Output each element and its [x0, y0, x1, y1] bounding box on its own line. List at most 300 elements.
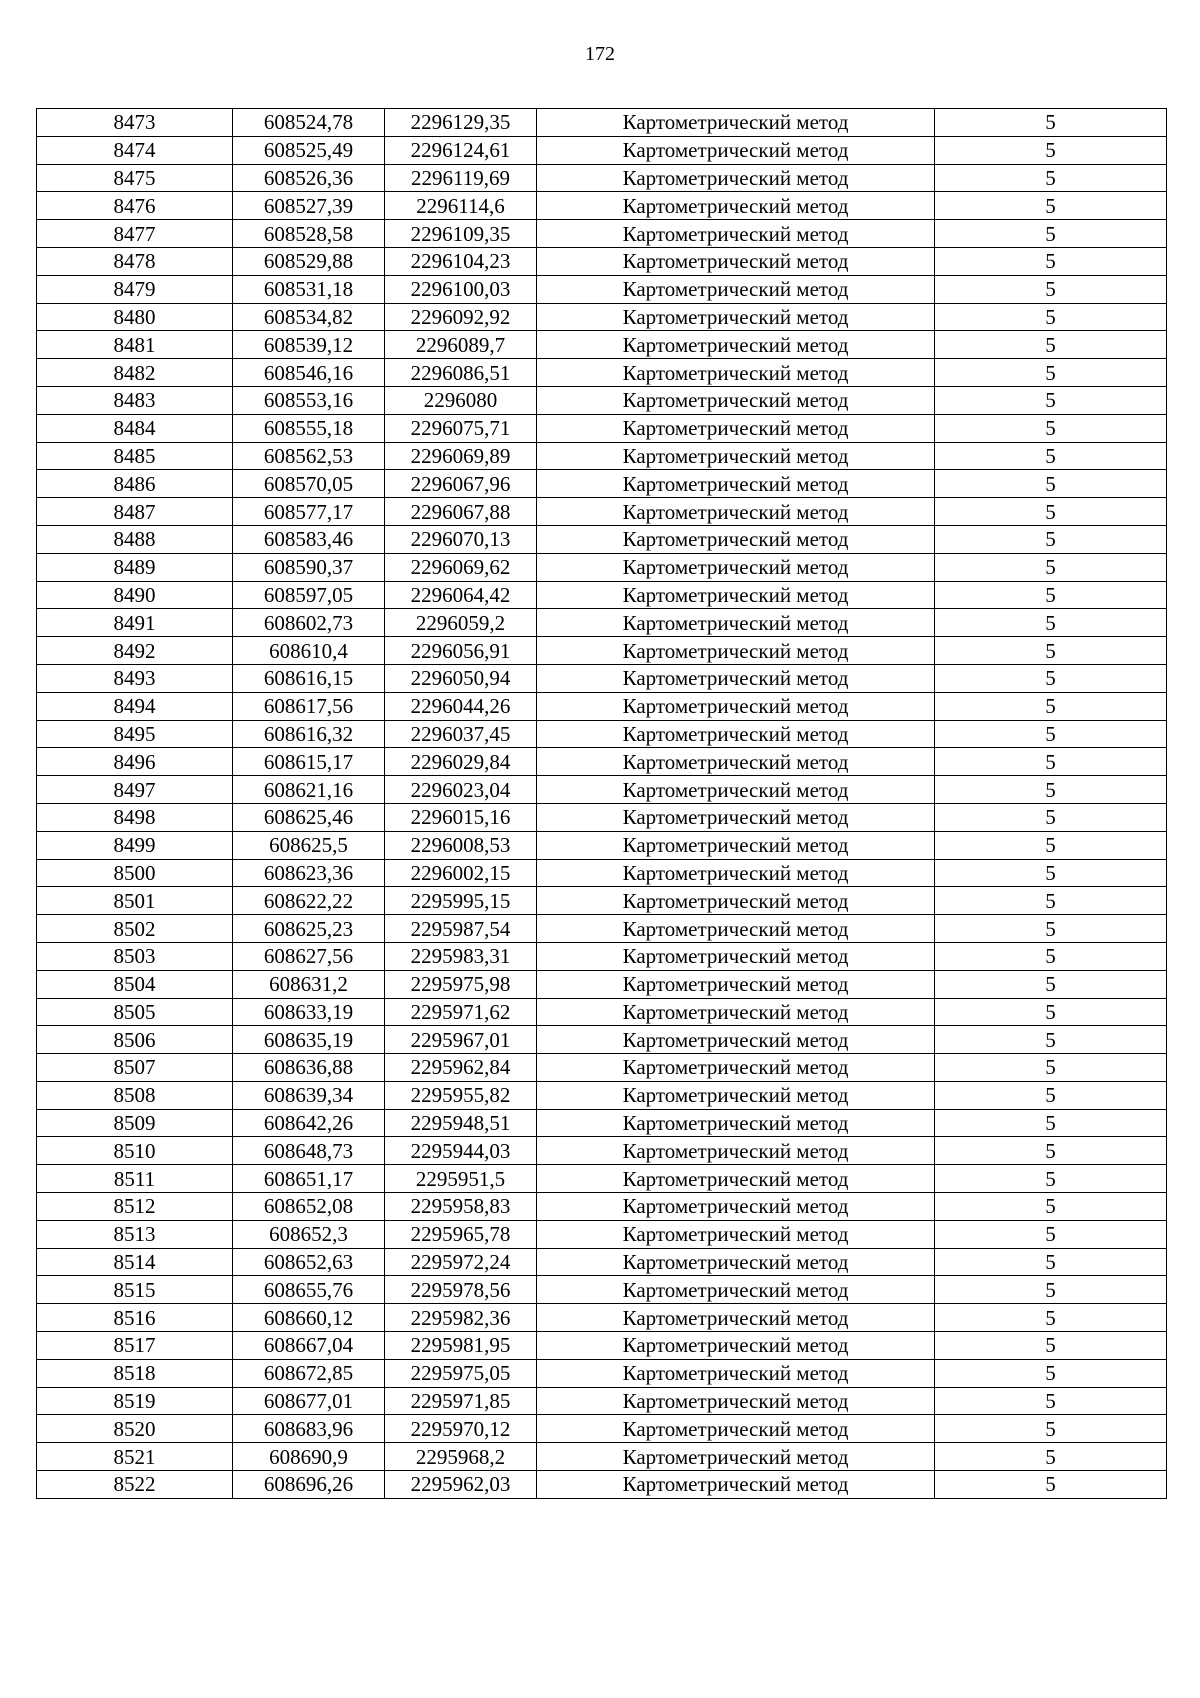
method-cell: Картометрический метод	[537, 1332, 935, 1360]
method-cell: Картометрический метод	[537, 442, 935, 470]
x-coordinate-cell: 608546,16	[233, 359, 385, 387]
x-coordinate-cell: 608652,63	[233, 1248, 385, 1276]
x-coordinate-cell: 608524,78	[233, 109, 385, 137]
x-coordinate-cell: 608652,3	[233, 1220, 385, 1248]
table-row	[37, 470, 1167, 498]
method-cell: Картометрический метод	[537, 247, 935, 275]
x-coordinate-cell: 608617,56	[233, 692, 385, 720]
y-coordinate-cell: 2296089,7	[385, 331, 537, 359]
point-number-cell: 8498	[37, 803, 233, 831]
method-cell: Картометрический метод	[537, 109, 935, 137]
table-row	[37, 192, 1167, 220]
table-row	[37, 109, 1167, 137]
x-coordinate-cell: 608529,88	[233, 247, 385, 275]
method-cell: Картометрический метод	[537, 720, 935, 748]
method-cell: Картометрический метод	[537, 1471, 935, 1499]
y-coordinate-cell: 2295944,03	[385, 1137, 537, 1165]
method-cell: Картометрический метод	[537, 1220, 935, 1248]
accuracy-cell: 5	[935, 970, 1167, 998]
x-coordinate-cell: 608577,17	[233, 498, 385, 526]
point-number-cell: 8488	[37, 525, 233, 553]
x-coordinate-cell: 608651,17	[233, 1165, 385, 1193]
y-coordinate-cell: 2296050,94	[385, 664, 537, 692]
table-row	[37, 1220, 1167, 1248]
point-number-cell: 8494	[37, 692, 233, 720]
point-number-cell: 8491	[37, 609, 233, 637]
accuracy-cell: 5	[935, 637, 1167, 665]
x-coordinate-cell: 608616,15	[233, 664, 385, 692]
point-number-cell: 8516	[37, 1304, 233, 1332]
point-number-cell: 8501	[37, 887, 233, 915]
method-cell: Картометрический метод	[537, 748, 935, 776]
method-cell: Картометрический метод	[537, 942, 935, 970]
y-coordinate-cell: 2295970,12	[385, 1415, 537, 1443]
table-row	[37, 1026, 1167, 1054]
accuracy-cell: 5	[935, 303, 1167, 331]
method-cell: Картометрический метод	[537, 136, 935, 164]
point-number-cell: 8503	[37, 942, 233, 970]
table-row	[37, 664, 1167, 692]
accuracy-cell: 5	[935, 1443, 1167, 1471]
x-coordinate-cell: 608528,58	[233, 220, 385, 248]
y-coordinate-cell: 2296129,35	[385, 109, 537, 137]
accuracy-cell: 5	[935, 859, 1167, 887]
y-coordinate-cell: 2295962,84	[385, 1054, 537, 1082]
x-coordinate-cell: 608621,16	[233, 776, 385, 804]
y-coordinate-cell: 2295965,78	[385, 1220, 537, 1248]
accuracy-cell: 5	[935, 386, 1167, 414]
y-coordinate-cell: 2295975,98	[385, 970, 537, 998]
method-cell: Картометрический метод	[537, 609, 935, 637]
x-coordinate-cell: 608562,53	[233, 442, 385, 470]
point-number-cell: 8486	[37, 470, 233, 498]
table-row	[37, 1276, 1167, 1304]
x-coordinate-cell: 608648,73	[233, 1137, 385, 1165]
method-cell: Картометрический метод	[537, 1443, 935, 1471]
y-coordinate-cell: 2296092,92	[385, 303, 537, 331]
y-coordinate-cell: 2296086,51	[385, 359, 537, 387]
x-coordinate-cell: 608616,32	[233, 720, 385, 748]
point-number-cell: 8499	[37, 831, 233, 859]
accuracy-cell: 5	[935, 275, 1167, 303]
x-coordinate-cell: 608623,36	[233, 859, 385, 887]
accuracy-cell: 5	[935, 776, 1167, 804]
x-coordinate-cell: 608615,17	[233, 748, 385, 776]
table-row	[37, 386, 1167, 414]
point-number-cell: 8518	[37, 1359, 233, 1387]
point-number-cell: 8512	[37, 1193, 233, 1221]
x-coordinate-cell: 608625,46	[233, 803, 385, 831]
table-row	[37, 1387, 1167, 1415]
point-number-cell: 8502	[37, 915, 233, 943]
x-coordinate-cell: 608642,26	[233, 1109, 385, 1137]
method-cell: Картометрический метод	[537, 414, 935, 442]
x-coordinate-cell: 608627,56	[233, 942, 385, 970]
y-coordinate-cell: 2295955,82	[385, 1081, 537, 1109]
accuracy-cell: 5	[935, 692, 1167, 720]
table-row	[37, 1193, 1167, 1221]
accuracy-cell: 5	[935, 915, 1167, 943]
y-coordinate-cell: 2296023,04	[385, 776, 537, 804]
method-cell: Картометрический метод	[537, 581, 935, 609]
method-cell: Картометрический метод	[537, 1304, 935, 1332]
table-row	[37, 525, 1167, 553]
method-cell: Картометрический метод	[537, 803, 935, 831]
y-coordinate-cell: 2296124,61	[385, 136, 537, 164]
method-cell: Картометрический метод	[537, 525, 935, 553]
accuracy-cell: 5	[935, 136, 1167, 164]
table-row	[37, 331, 1167, 359]
point-number-cell: 8519	[37, 1387, 233, 1415]
table-row	[37, 748, 1167, 776]
table-row	[37, 498, 1167, 526]
table-row	[37, 220, 1167, 248]
y-coordinate-cell: 2296104,23	[385, 247, 537, 275]
x-coordinate-cell: 608622,22	[233, 887, 385, 915]
table-row	[37, 776, 1167, 804]
point-number-cell: 8487	[37, 498, 233, 526]
point-number-cell: 8509	[37, 1109, 233, 1137]
point-number-cell: 8489	[37, 553, 233, 581]
x-coordinate-cell: 608610,4	[233, 637, 385, 665]
accuracy-cell: 5	[935, 1054, 1167, 1082]
x-coordinate-cell: 608635,19	[233, 1026, 385, 1054]
table-row	[37, 1081, 1167, 1109]
point-number-cell: 8490	[37, 581, 233, 609]
y-coordinate-cell: 2296029,84	[385, 748, 537, 776]
method-cell: Картометрический метод	[537, 1359, 935, 1387]
x-coordinate-cell: 608625,5	[233, 831, 385, 859]
accuracy-cell: 5	[935, 664, 1167, 692]
accuracy-cell: 5	[935, 331, 1167, 359]
table-row	[37, 637, 1167, 665]
coordinates-table-body	[37, 109, 1167, 1499]
method-cell: Картометрический метод	[537, 664, 935, 692]
table-row	[37, 1332, 1167, 1360]
accuracy-cell: 5	[935, 192, 1167, 220]
x-coordinate-cell: 608672,85	[233, 1359, 385, 1387]
point-number-cell: 8497	[37, 776, 233, 804]
accuracy-cell: 5	[935, 609, 1167, 637]
table-row	[37, 414, 1167, 442]
y-coordinate-cell: 2296015,16	[385, 803, 537, 831]
point-number-cell: 8522	[37, 1471, 233, 1499]
point-number-cell: 8505	[37, 998, 233, 1026]
y-coordinate-cell: 2296056,91	[385, 637, 537, 665]
table-row	[37, 803, 1167, 831]
x-coordinate-cell: 608660,12	[233, 1304, 385, 1332]
y-coordinate-cell: 2295948,51	[385, 1109, 537, 1137]
table-row	[37, 887, 1167, 915]
table-row	[37, 831, 1167, 859]
accuracy-cell: 5	[935, 1332, 1167, 1360]
accuracy-cell: 5	[935, 553, 1167, 581]
x-coordinate-cell: 608636,88	[233, 1054, 385, 1082]
accuracy-cell: 5	[935, 1304, 1167, 1332]
x-coordinate-cell: 608555,18	[233, 414, 385, 442]
point-number-cell: 8481	[37, 331, 233, 359]
accuracy-cell: 5	[935, 442, 1167, 470]
x-coordinate-cell: 608631,2	[233, 970, 385, 998]
x-coordinate-cell: 608525,49	[233, 136, 385, 164]
point-number-cell: 8476	[37, 192, 233, 220]
point-number-cell: 8483	[37, 386, 233, 414]
accuracy-cell: 5	[935, 1359, 1167, 1387]
table-row	[37, 581, 1167, 609]
accuracy-cell: 5	[935, 1026, 1167, 1054]
page-number: 172	[585, 43, 615, 65]
table-row	[37, 692, 1167, 720]
accuracy-cell: 5	[935, 359, 1167, 387]
x-coordinate-cell: 608652,08	[233, 1193, 385, 1221]
accuracy-cell: 5	[935, 1276, 1167, 1304]
table-row	[37, 164, 1167, 192]
y-coordinate-cell: 2296075,71	[385, 414, 537, 442]
accuracy-cell: 5	[935, 1248, 1167, 1276]
x-coordinate-cell: 608583,46	[233, 525, 385, 553]
x-coordinate-cell: 608667,04	[233, 1332, 385, 1360]
accuracy-cell: 5	[935, 803, 1167, 831]
accuracy-cell: 5	[935, 109, 1167, 137]
table-row	[37, 553, 1167, 581]
table-row	[37, 1359, 1167, 1387]
accuracy-cell: 5	[935, 581, 1167, 609]
x-coordinate-cell: 608602,73	[233, 609, 385, 637]
x-coordinate-cell: 608553,16	[233, 386, 385, 414]
method-cell: Картометрический метод	[537, 887, 935, 915]
accuracy-cell: 5	[935, 525, 1167, 553]
method-cell: Картометрический метод	[537, 831, 935, 859]
method-cell: Картометрический метод	[537, 498, 935, 526]
y-coordinate-cell: 2296114,6	[385, 192, 537, 220]
method-cell: Картометрический метод	[537, 776, 935, 804]
method-cell: Картометрический метод	[537, 331, 935, 359]
table-row	[37, 1415, 1167, 1443]
y-coordinate-cell: 2295982,36	[385, 1304, 537, 1332]
accuracy-cell: 5	[935, 1471, 1167, 1499]
accuracy-cell: 5	[935, 1081, 1167, 1109]
method-cell: Картометрический метод	[537, 859, 935, 887]
accuracy-cell: 5	[935, 414, 1167, 442]
accuracy-cell: 5	[935, 1109, 1167, 1137]
table-row	[37, 1137, 1167, 1165]
table-row	[37, 1109, 1167, 1137]
method-cell: Картометрический метод	[537, 303, 935, 331]
point-number-cell: 8521	[37, 1443, 233, 1471]
point-number-cell: 8493	[37, 664, 233, 692]
table-row	[37, 1054, 1167, 1082]
point-number-cell: 8484	[37, 414, 233, 442]
accuracy-cell: 5	[935, 1193, 1167, 1221]
y-coordinate-cell: 2296119,69	[385, 164, 537, 192]
accuracy-cell: 5	[935, 220, 1167, 248]
table-row	[37, 970, 1167, 998]
table-row	[37, 442, 1167, 470]
y-coordinate-cell: 2296059,2	[385, 609, 537, 637]
x-coordinate-cell: 608527,39	[233, 192, 385, 220]
x-coordinate-cell: 608625,23	[233, 915, 385, 943]
table-row	[37, 303, 1167, 331]
method-cell: Картометрический метод	[537, 1415, 935, 1443]
accuracy-cell: 5	[935, 720, 1167, 748]
point-number-cell: 8482	[37, 359, 233, 387]
method-cell: Картометрический метод	[537, 970, 935, 998]
accuracy-cell: 5	[935, 470, 1167, 498]
table-row	[37, 247, 1167, 275]
method-cell: Картометрический метод	[537, 1054, 935, 1082]
method-cell: Картометрический метод	[537, 915, 935, 943]
method-cell: Картометрический метод	[537, 1276, 935, 1304]
y-coordinate-cell: 2295951,5	[385, 1165, 537, 1193]
x-coordinate-cell: 608639,34	[233, 1081, 385, 1109]
point-number-cell: 8492	[37, 637, 233, 665]
y-coordinate-cell: 2295967,01	[385, 1026, 537, 1054]
y-coordinate-cell: 2295958,83	[385, 1193, 537, 1221]
y-coordinate-cell: 2296069,62	[385, 553, 537, 581]
accuracy-cell: 5	[935, 498, 1167, 526]
point-number-cell: 8517	[37, 1332, 233, 1360]
point-number-cell: 8475	[37, 164, 233, 192]
point-number-cell: 8510	[37, 1137, 233, 1165]
table-row	[37, 1443, 1167, 1471]
point-number-cell: 8513	[37, 1220, 233, 1248]
point-number-cell: 8496	[37, 748, 233, 776]
table-row	[37, 859, 1167, 887]
y-coordinate-cell: 2296100,03	[385, 275, 537, 303]
y-coordinate-cell: 2296070,13	[385, 525, 537, 553]
x-coordinate-cell: 608683,96	[233, 1415, 385, 1443]
accuracy-cell: 5	[935, 942, 1167, 970]
point-number-cell: 8514	[37, 1248, 233, 1276]
method-cell: Картометрический метод	[537, 998, 935, 1026]
table-row	[37, 1471, 1167, 1499]
y-coordinate-cell: 2295978,56	[385, 1276, 537, 1304]
y-coordinate-cell: 2296064,42	[385, 581, 537, 609]
accuracy-cell: 5	[935, 164, 1167, 192]
table-row	[37, 998, 1167, 1026]
table-row	[37, 359, 1167, 387]
method-cell: Картометрический метод	[537, 692, 935, 720]
point-number-cell: 8477	[37, 220, 233, 248]
y-coordinate-cell: 2296037,45	[385, 720, 537, 748]
y-coordinate-cell: 2296109,35	[385, 220, 537, 248]
point-number-cell: 8520	[37, 1415, 233, 1443]
point-number-cell: 8515	[37, 1276, 233, 1304]
method-cell: Картометрический метод	[537, 275, 935, 303]
y-coordinate-cell: 2295968,2	[385, 1443, 537, 1471]
x-coordinate-cell: 608526,36	[233, 164, 385, 192]
method-cell: Картометрический метод	[537, 1081, 935, 1109]
method-cell: Картометрический метод	[537, 553, 935, 581]
point-number-cell: 8485	[37, 442, 233, 470]
x-coordinate-cell: 608534,82	[233, 303, 385, 331]
x-coordinate-cell: 608633,19	[233, 998, 385, 1026]
accuracy-cell: 5	[935, 1137, 1167, 1165]
x-coordinate-cell: 608655,76	[233, 1276, 385, 1304]
point-number-cell: 8473	[37, 109, 233, 137]
accuracy-cell: 5	[935, 998, 1167, 1026]
point-number-cell: 8479	[37, 275, 233, 303]
y-coordinate-cell: 2295975,05	[385, 1359, 537, 1387]
table-row	[37, 275, 1167, 303]
point-number-cell: 8504	[37, 970, 233, 998]
y-coordinate-cell: 2296044,26	[385, 692, 537, 720]
accuracy-cell: 5	[935, 1165, 1167, 1193]
x-coordinate-cell: 608590,37	[233, 553, 385, 581]
y-coordinate-cell: 2295983,31	[385, 942, 537, 970]
x-coordinate-cell: 608570,05	[233, 470, 385, 498]
method-cell: Картометрический метод	[537, 637, 935, 665]
point-number-cell: 8474	[37, 136, 233, 164]
accuracy-cell: 5	[935, 831, 1167, 859]
y-coordinate-cell: 2296008,53	[385, 831, 537, 859]
table-row	[37, 1165, 1167, 1193]
table-row	[37, 1248, 1167, 1276]
table-row	[37, 942, 1167, 970]
y-coordinate-cell: 2296002,15	[385, 859, 537, 887]
y-coordinate-cell: 2296080	[385, 386, 537, 414]
method-cell: Картометрический метод	[537, 164, 935, 192]
table-row	[37, 1304, 1167, 1332]
point-number-cell: 8508	[37, 1081, 233, 1109]
method-cell: Картометрический метод	[537, 359, 935, 387]
y-coordinate-cell: 2295971,85	[385, 1387, 537, 1415]
accuracy-cell: 5	[935, 1387, 1167, 1415]
accuracy-cell: 5	[935, 1220, 1167, 1248]
y-coordinate-cell: 2296067,88	[385, 498, 537, 526]
method-cell: Картометрический метод	[537, 1137, 935, 1165]
y-coordinate-cell: 2295962,03	[385, 1471, 537, 1499]
x-coordinate-cell: 608696,26	[233, 1471, 385, 1499]
method-cell: Картометрический метод	[537, 1387, 935, 1415]
point-number-cell: 8478	[37, 247, 233, 275]
point-number-cell: 8506	[37, 1026, 233, 1054]
method-cell: Картометрический метод	[537, 1248, 935, 1276]
method-cell: Картометрический метод	[537, 386, 935, 414]
point-number-cell: 8500	[37, 859, 233, 887]
method-cell: Картометрический метод	[537, 192, 935, 220]
method-cell: Картометрический метод	[537, 1165, 935, 1193]
y-coordinate-cell: 2296069,89	[385, 442, 537, 470]
point-number-cell: 8495	[37, 720, 233, 748]
table-row	[37, 915, 1167, 943]
y-coordinate-cell: 2295972,24	[385, 1248, 537, 1276]
accuracy-cell: 5	[935, 748, 1167, 776]
point-number-cell: 8511	[37, 1165, 233, 1193]
method-cell: Картометрический метод	[537, 470, 935, 498]
accuracy-cell: 5	[935, 887, 1167, 915]
y-coordinate-cell: 2296067,96	[385, 470, 537, 498]
point-number-cell: 8507	[37, 1054, 233, 1082]
table-row	[37, 609, 1167, 637]
table-row	[37, 136, 1167, 164]
accuracy-cell: 5	[935, 247, 1167, 275]
x-coordinate-cell: 608690,9	[233, 1443, 385, 1471]
method-cell: Картометрический метод	[537, 1026, 935, 1054]
method-cell: Картометрический метод	[537, 220, 935, 248]
x-coordinate-cell: 608531,18	[233, 275, 385, 303]
method-cell: Картометрический метод	[537, 1109, 935, 1137]
coordinates-table	[36, 108, 1167, 1499]
y-coordinate-cell: 2295981,95	[385, 1332, 537, 1360]
y-coordinate-cell: 2295971,62	[385, 998, 537, 1026]
x-coordinate-cell: 608539,12	[233, 331, 385, 359]
x-coordinate-cell: 608597,05	[233, 581, 385, 609]
y-coordinate-cell: 2295995,15	[385, 887, 537, 915]
table-row	[37, 720, 1167, 748]
method-cell: Картометрический метод	[537, 1193, 935, 1221]
accuracy-cell: 5	[935, 1415, 1167, 1443]
